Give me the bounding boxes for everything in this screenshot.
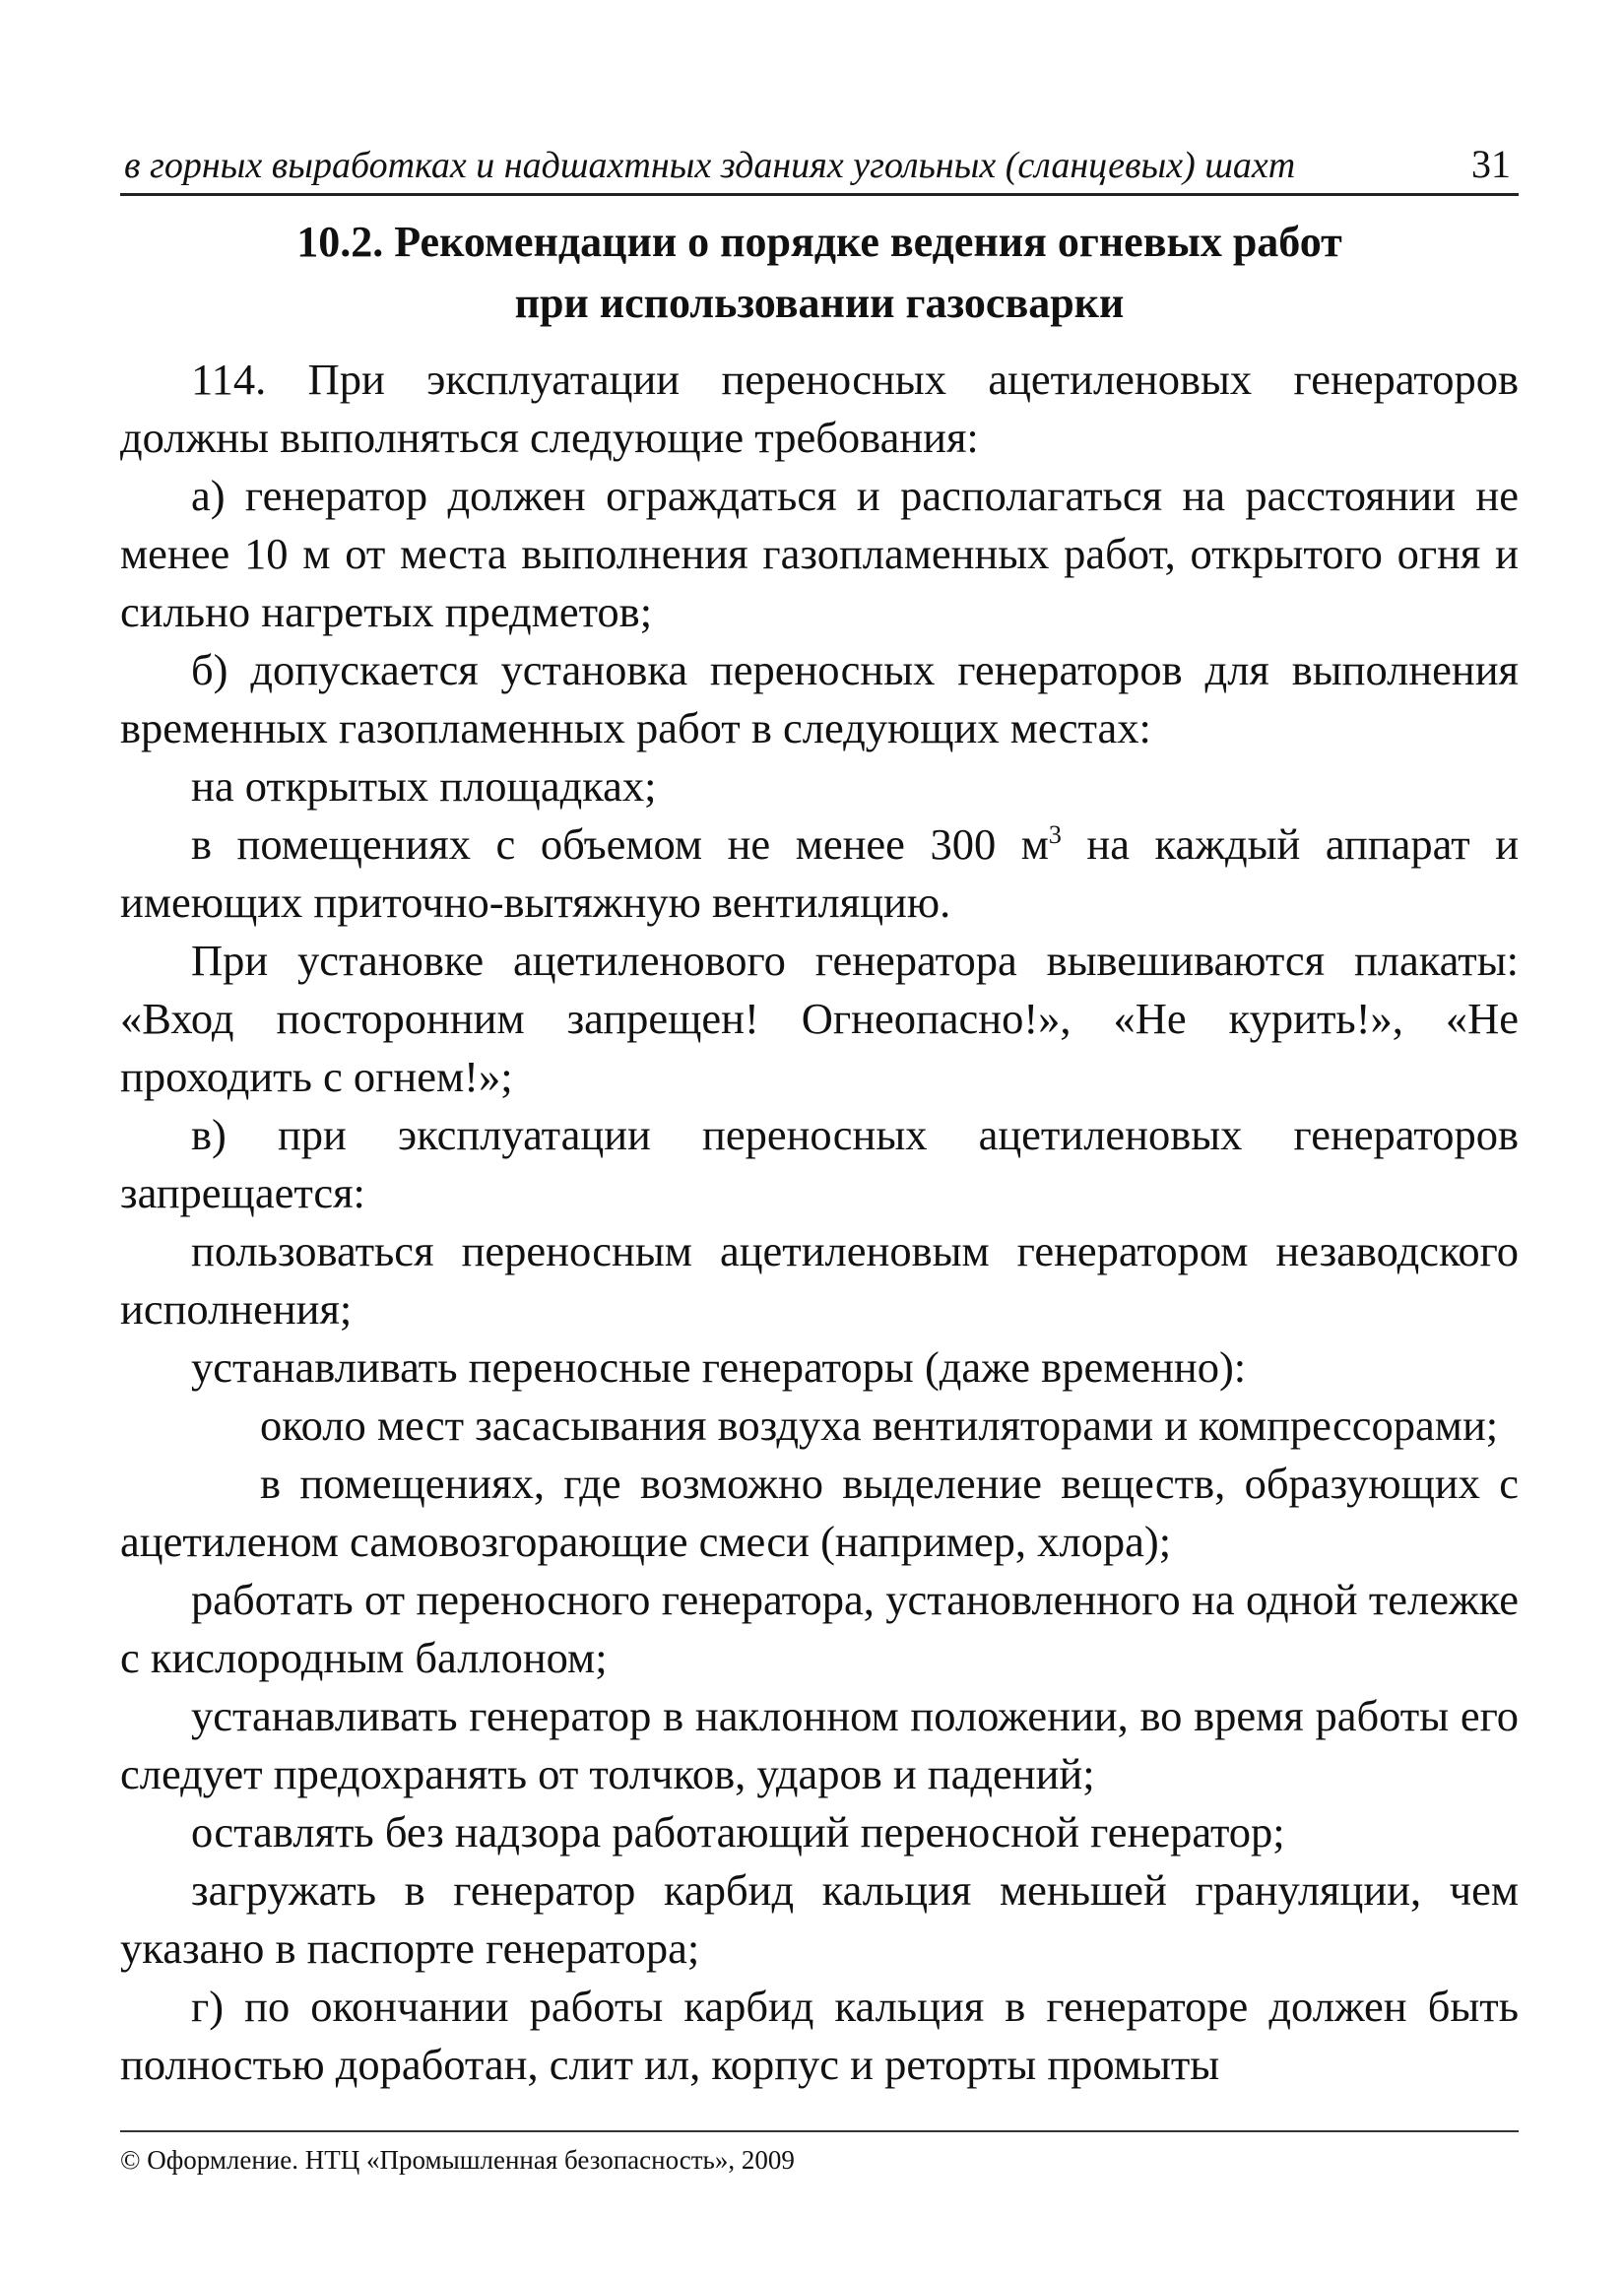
paragraph: г) по окончании работы карбид кальция в генераторе должен быть полностью доработан, слит ил, корпус и реторты промыты xyxy=(120,1982,1519,2089)
paragraph: загружать в генератор карбид кальция меньшей грануляции, чем указано в паспорте генератора; xyxy=(120,1865,1519,1973)
body-text xyxy=(120,351,1519,2094)
paragraph: около мест засасывания воздуха вентиляторами и компрессорами; xyxy=(260,1401,1499,1450)
running-header xyxy=(120,136,1519,196)
paragraph: а) генератор должен ограждаться и располагаться на расстоянии не менее 10 м от места выполнения газопламенных работ, открытого огня и сильно нагретых предметов; xyxy=(120,471,1519,636)
superscript: 3 xyxy=(1048,820,1062,850)
paragraph: в) при эксплуатации переносных ацетиленовых генераторов запрещается: xyxy=(120,1110,1519,1217)
paragraph: оставлять без надзора работающий переносной генератор; xyxy=(191,1807,1285,1857)
section-title-line-1: 10.2. Рекомендации о порядке ведения огневых работ xyxy=(296,218,1342,266)
paragraph: устанавливать генератор в наклонном положении, во время работы его следует предохранять от толчков, ударов и падений; xyxy=(120,1691,1519,1798)
paragraph: б) допускается установка переносных генераторов для выполнения временных газопламенных работ в следующих местах: xyxy=(120,645,1519,752)
section-title-line-2: при использовании газосварки xyxy=(514,279,1125,327)
footer-copyright: © Оформление. НТЦ «Промышленная безопасность», 2009 xyxy=(120,2145,795,2175)
paragraph xyxy=(120,815,1519,932)
running-title: в горных выработках и надшахтных зданиях угольных (сланцевых) шахт xyxy=(124,145,1296,186)
paragraph: на открытых площадках; xyxy=(191,761,657,811)
paragraph: работать от переносного генератора, установленного на одной тележке с кислородным баллоном; xyxy=(120,1575,1519,1682)
paragraph: пользоваться переносным ацетиленовым генератором незаводского исполнения; xyxy=(120,1226,1519,1334)
paragraph: 114. При эксплуатации переносных ацетиленовых генераторов должны выполняться следующие требования: xyxy=(120,355,1519,462)
paragraph: При установке ацетиленового генератора вывешиваются плакаты: «Вход посторонним запрещен! Огнеопасно!», «Не курить!», «Не проходить с огнем!»; xyxy=(120,936,1519,1101)
paragraph: устанавливать переносные генераторы (даже временно): xyxy=(191,1342,1247,1392)
section-heading xyxy=(120,212,1519,334)
page-number: 31 xyxy=(1471,142,1511,186)
paragraph-part: в помещениях с объемом не менее 300 м xyxy=(191,819,1049,869)
paragraph: в помещениях, где возможно выделение веществ, образующих с ацетиленом самовозгорающие смеси (например, хлора); xyxy=(120,1459,1519,1566)
paragraph-part: на каждый аппарат и имеющих приточно-вытяжную вентиляцию. xyxy=(120,819,1520,927)
footer-divider xyxy=(120,2130,1519,2132)
